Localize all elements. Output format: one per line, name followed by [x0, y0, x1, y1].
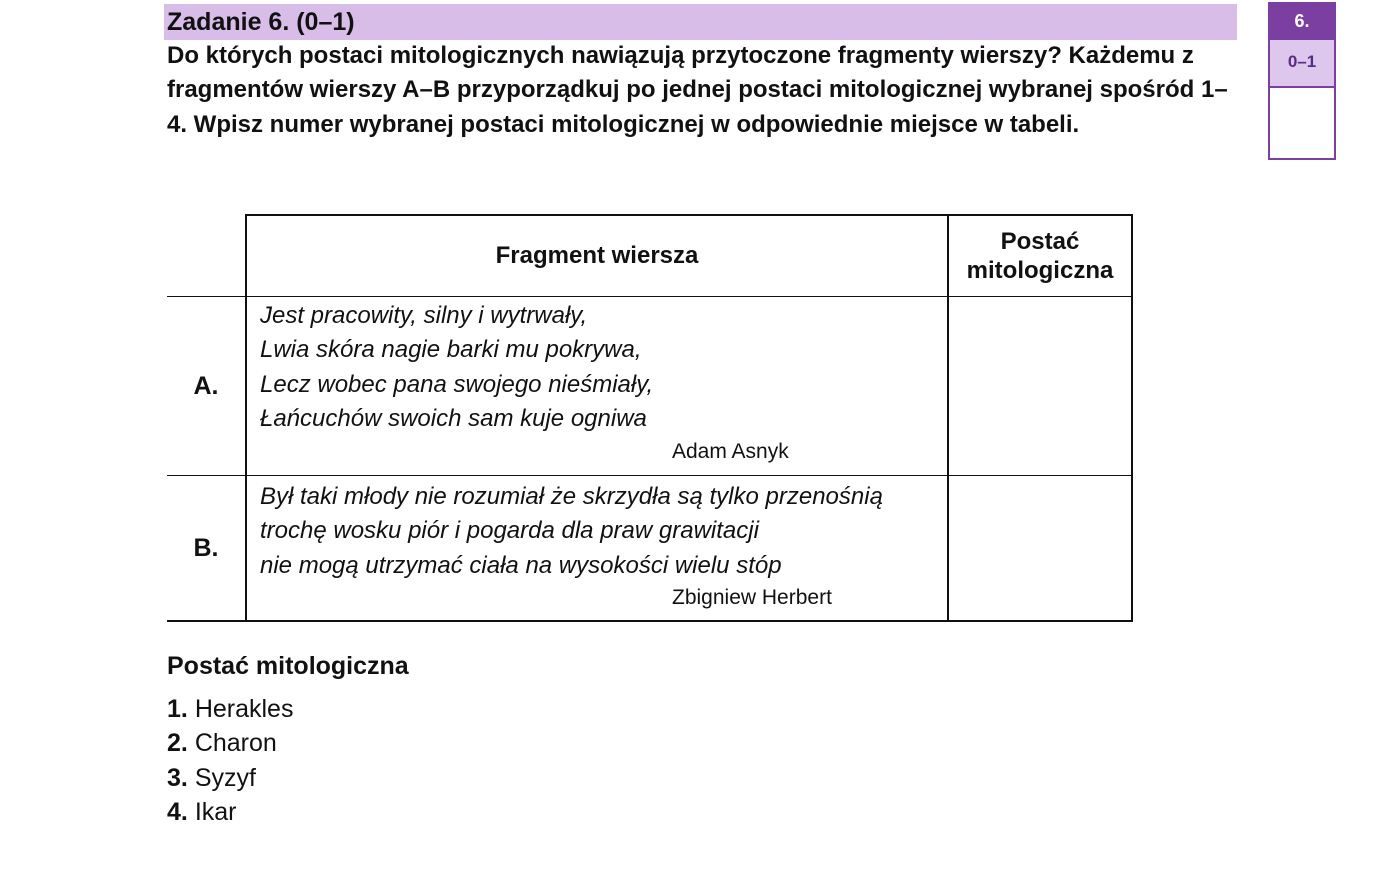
table-row: [167, 476, 1132, 622]
verse-line: nie mogą utrzymać ciała na wysokości wielu stóp: [260, 551, 782, 579]
author-b: Zbigniew Herbert: [672, 586, 832, 610]
table-corner: [167, 215, 246, 297]
verse-line: Lecz wobec pana swojego nieśmiały,: [260, 370, 654, 398]
verse-line: Lwia skóra nagie barki mu pokrywa,: [260, 336, 642, 364]
answer-cell-b[interactable]: [948, 476, 1132, 622]
author-a: Adam Asnyk: [672, 439, 789, 463]
verse-line: Łańcuchów swoich sam kuje ogniwa: [260, 405, 647, 433]
score-task-number: 6.: [1270, 4, 1334, 40]
header-answer-line1: Postać: [1000, 228, 1080, 255]
answer-cell-a[interactable]: [948, 297, 1132, 476]
verse-line: Jest pracowity, silny i wytrwały,: [260, 302, 588, 329]
score-entry-field[interactable]: [1270, 88, 1334, 160]
task-title: Zadanie 6. (0–1): [167, 8, 355, 36]
options-title: Postać mitologiczna: [167, 652, 409, 680]
header-fragment: Fragment wiersza: [246, 215, 948, 297]
task-instructions: Do których postaci mitologicznych nawiązują przytoczone fragmenty wierszy? Każdemu z fragmentów wierszy A–B przyporządkuj po jednej postaci mitologicznej wybranej spośród 1–4. Wpisz numer wybranej postaci mitologicznej w odpowiednie miejsce w tabeli.: [167, 42, 1228, 138]
options-list: [167, 692, 293, 829]
score-box: [1268, 2, 1336, 160]
list-item: 2. Charon: [167, 729, 277, 758]
list-item: 4. Ikar: [167, 797, 237, 826]
header-answer: [948, 215, 1132, 297]
header-answer-line2: mitologiczna: [966, 257, 1114, 284]
table-row: [167, 297, 1132, 476]
list-item: 3. Syzyf: [167, 763, 256, 792]
fragments-table: [167, 214, 1133, 622]
fragment-a: [246, 297, 948, 476]
list-item: 1. Herakles: [167, 695, 294, 723]
fragment-b: [246, 476, 948, 622]
row-letter-b: B.: [167, 476, 246, 622]
verse-line: Był taki młody nie rozumiał że skrzydła są tylko przenośnią: [260, 483, 883, 510]
row-letter-a: A.: [167, 297, 246, 476]
verse-line: trochę wosku piór i pogarda dla praw grawitacji: [260, 517, 759, 545]
score-range: 0–1: [1270, 40, 1334, 88]
